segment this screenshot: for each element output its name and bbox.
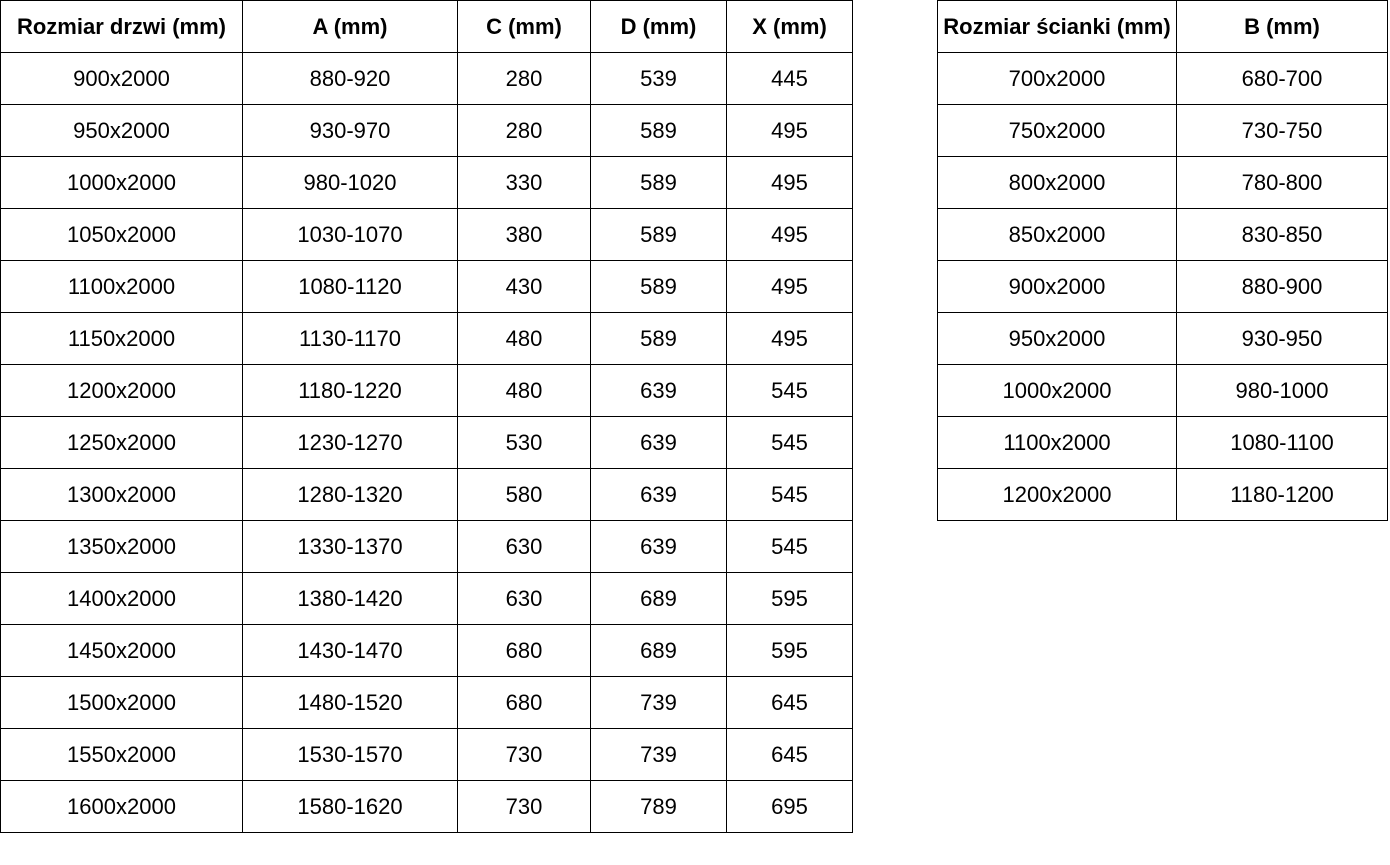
wall-size-table	[937, 0, 1388, 521]
table-cell: 1600x2000	[1, 781, 243, 833]
table-cell: 680	[458, 625, 591, 677]
table-cell: 495	[727, 157, 853, 209]
table-row	[938, 261, 1388, 313]
table-cell: 1200x2000	[1, 365, 243, 417]
table-cell: 980-1020	[243, 157, 458, 209]
table-cell: 639	[591, 417, 727, 469]
table-cell: 645	[727, 677, 853, 729]
table-cell: 1500x2000	[1, 677, 243, 729]
table-row	[1, 417, 853, 469]
table-cell: 1430-1470	[243, 625, 458, 677]
table-row	[938, 313, 1388, 365]
header-row	[1, 1, 853, 53]
table-cell: 639	[591, 469, 727, 521]
table-cell: 445	[727, 53, 853, 105]
column-header: B (mm)	[1177, 1, 1388, 53]
table-cell: 730	[458, 781, 591, 833]
table-cell: 930-970	[243, 105, 458, 157]
table-cell: 589	[591, 261, 727, 313]
wall-size-table-body	[938, 53, 1388, 521]
table-cell: 880-900	[1177, 261, 1388, 313]
table-row	[938, 365, 1388, 417]
table-cell: 1200x2000	[938, 469, 1177, 521]
table-cell: 689	[591, 625, 727, 677]
table-cell: 1450x2000	[1, 625, 243, 677]
table-cell: 1250x2000	[1, 417, 243, 469]
table-cell: 1380-1420	[243, 573, 458, 625]
table-cell: 980-1000	[1177, 365, 1388, 417]
table-row	[1, 313, 853, 365]
table-cell: 1130-1170	[243, 313, 458, 365]
header-row	[938, 1, 1388, 53]
table-cell: 1100x2000	[1, 261, 243, 313]
table-cell: 545	[727, 521, 853, 573]
table-row	[1, 729, 853, 781]
table-cell: 900x2000	[1, 53, 243, 105]
table-row	[1, 105, 853, 157]
table-cell: 589	[591, 105, 727, 157]
table-cell: 680	[458, 677, 591, 729]
table-row	[938, 469, 1388, 521]
table-cell: 800x2000	[938, 157, 1177, 209]
table-row	[1, 677, 853, 729]
table-cell: 695	[727, 781, 853, 833]
column-header: X (mm)	[727, 1, 853, 53]
table-cell: 589	[591, 313, 727, 365]
table-cell: 1050x2000	[1, 209, 243, 261]
door-size-table-body	[1, 53, 853, 833]
table-row	[1, 469, 853, 521]
column-header: A (mm)	[243, 1, 458, 53]
table-cell: 1530-1570	[243, 729, 458, 781]
table-row	[1, 157, 853, 209]
table-cell: 1480-1520	[243, 677, 458, 729]
table-cell: 850x2000	[938, 209, 1177, 261]
table-cell: 280	[458, 53, 591, 105]
table-cell: 1350x2000	[1, 521, 243, 573]
table-cell: 495	[727, 209, 853, 261]
table-cell: 595	[727, 573, 853, 625]
table-row	[1, 521, 853, 573]
table-cell: 595	[727, 625, 853, 677]
table-cell: 1000x2000	[938, 365, 1177, 417]
table-cell: 430	[458, 261, 591, 313]
column-header: Rozmiar drzwi (mm)	[1, 1, 243, 53]
table-row	[1, 781, 853, 833]
table-cell: 1550x2000	[1, 729, 243, 781]
table-cell: 1150x2000	[1, 313, 243, 365]
table-cell: 789	[591, 781, 727, 833]
table-cell: 1280-1320	[243, 469, 458, 521]
table-cell: 739	[591, 729, 727, 781]
table-row	[1, 573, 853, 625]
table-cell: 739	[591, 677, 727, 729]
table-cell: 280	[458, 105, 591, 157]
table-cell: 530	[458, 417, 591, 469]
table-cell: 750x2000	[938, 105, 1177, 157]
table-cell: 830-850	[1177, 209, 1388, 261]
table-cell: 1230-1270	[243, 417, 458, 469]
table-row	[938, 417, 1388, 469]
table-cell: 545	[727, 417, 853, 469]
table-cell: 480	[458, 313, 591, 365]
table-cell: 545	[727, 469, 853, 521]
table-cell: 630	[458, 573, 591, 625]
table-cell: 639	[591, 521, 727, 573]
table-row	[1, 209, 853, 261]
table-row	[938, 53, 1388, 105]
table-cell: 495	[727, 261, 853, 313]
table-cell: 930-950	[1177, 313, 1388, 365]
table-cell: 780-800	[1177, 157, 1388, 209]
table-cell: 730	[458, 729, 591, 781]
table-cell: 1030-1070	[243, 209, 458, 261]
table-cell: 645	[727, 729, 853, 781]
table-cell: 589	[591, 209, 727, 261]
table-cell: 1100x2000	[938, 417, 1177, 469]
table-cell: 1400x2000	[1, 573, 243, 625]
table-cell: 900x2000	[938, 261, 1177, 313]
table-row	[1, 625, 853, 677]
table-cell: 1580-1620	[243, 781, 458, 833]
table-cell: 1180-1220	[243, 365, 458, 417]
table-cell: 589	[591, 157, 727, 209]
table-cell: 1080-1100	[1177, 417, 1388, 469]
table-cell: 1000x2000	[1, 157, 243, 209]
table-cell: 689	[591, 573, 727, 625]
table-cell: 639	[591, 365, 727, 417]
table-cell: 330	[458, 157, 591, 209]
table-row	[938, 157, 1388, 209]
table-row	[938, 105, 1388, 157]
table-cell: 630	[458, 521, 591, 573]
table-row	[1, 53, 853, 105]
table-cell: 1180-1200	[1177, 469, 1388, 521]
table-row	[1, 365, 853, 417]
column-header: Rozmiar ścianki (mm)	[938, 1, 1177, 53]
table-cell: 950x2000	[938, 313, 1177, 365]
table-cell: 380	[458, 209, 591, 261]
table-cell: 480	[458, 365, 591, 417]
door-size-table-head	[1, 1, 853, 53]
table-cell: 1300x2000	[1, 469, 243, 521]
table-cell: 700x2000	[938, 53, 1177, 105]
table-row	[1, 261, 853, 313]
table-cell: 730-750	[1177, 105, 1388, 157]
table-cell: 680-700	[1177, 53, 1388, 105]
table-cell: 880-920	[243, 53, 458, 105]
wall-size-table-head	[938, 1, 1388, 53]
table-cell: 1330-1370	[243, 521, 458, 573]
table-cell: 495	[727, 313, 853, 365]
table-cell: 539	[591, 53, 727, 105]
table-cell: 545	[727, 365, 853, 417]
table-cell: 495	[727, 105, 853, 157]
table-cell: 580	[458, 469, 591, 521]
table-row	[938, 209, 1388, 261]
column-header: C (mm)	[458, 1, 591, 53]
table-cell: 1080-1120	[243, 261, 458, 313]
table-cell: 950x2000	[1, 105, 243, 157]
column-header: D (mm)	[591, 1, 727, 53]
